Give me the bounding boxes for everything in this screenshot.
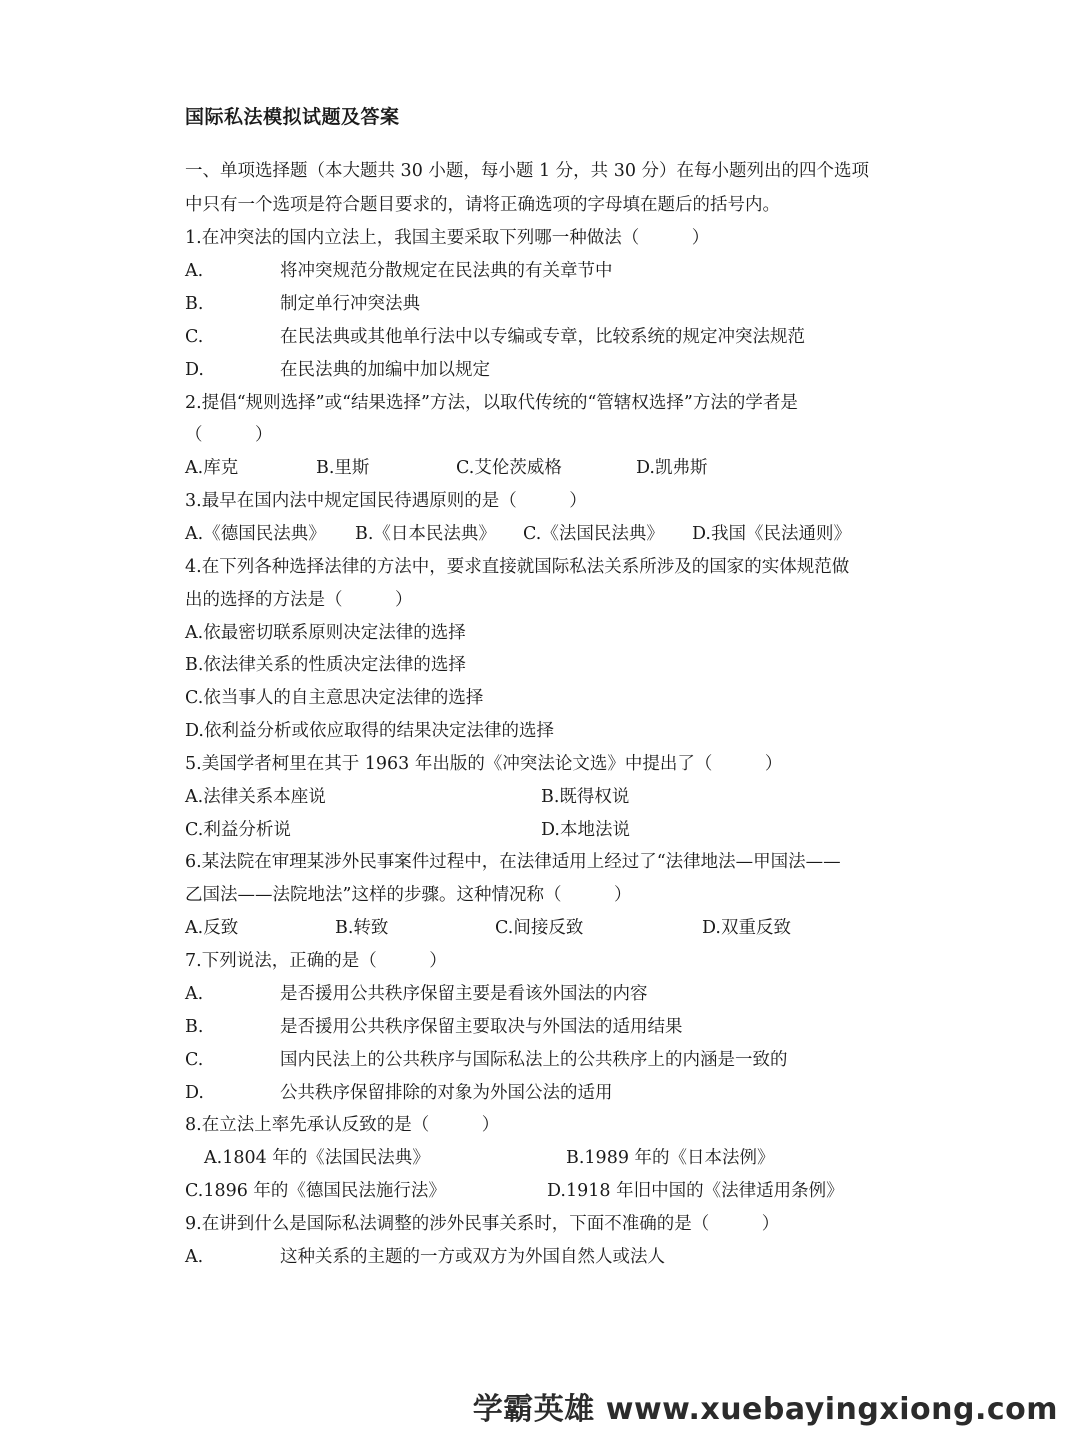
question-2-stem-line-2: （ ）: [185, 425, 273, 445]
q9-option-a-text: 这种关系的主题的一方或双方为外国自然人或法人: [280, 1247, 665, 1267]
q2-option-c: C.艾伦茨威格: [456, 458, 562, 478]
q4-option-a: A.依最密切联系原则决定法律的选择: [185, 623, 466, 643]
site-watermark: 学霸英雄 www.xuebayingxiong.com: [472, 1392, 1058, 1427]
q3-option-c: C.《法国民法典》: [523, 524, 664, 544]
q5-option-a: A.法律关系本座说: [185, 787, 326, 807]
section-intro-line-2: 中只有一个选项是符合题目要求的，请将正确选项的字母填在题后的括号内。: [185, 195, 780, 215]
q6-option-a: A.反致: [185, 918, 239, 938]
section-intro-line-1: 一、单项选择题（本大题共 30 小题，每小题 1 分，共 30 分）在每小题列出的四个选项: [185, 161, 870, 181]
q7-option-d-text: 公共秩序保留排除的对象为外国公法的适用: [280, 1083, 613, 1103]
question-9-stem: 9.在讲到什么是国际私法调整的涉外民事关系时，下面不准确的是（ ）: [185, 1214, 780, 1234]
q6-option-c: C.间接反致: [495, 918, 584, 938]
q8-option-b: B.1989 年的《日本法例》: [566, 1148, 775, 1168]
q3-option-b: B.《日本民法典》: [355, 524, 496, 544]
q7-option-b-letter: B.: [185, 1017, 204, 1037]
question-7-stem: 7.下列说法，正确的是（ ）: [185, 951, 447, 971]
q8-option-a: A.1804 年的《法国民法典》: [204, 1148, 430, 1168]
question-1-stem: 1.在冲突法的国内立法上，我国主要采取下列哪一种做法（ ）: [185, 228, 710, 248]
q7-option-a-letter: A.: [185, 984, 204, 1004]
q1-option-b-text: 制定单行冲突法典: [280, 294, 420, 314]
q4-option-d: D.依利益分析或依应取得的结果决定法律的选择: [185, 721, 554, 741]
q7-option-c-text: 国内民法上的公共秩序与国际私法上的公共秩序上的内涵是一致的: [280, 1050, 788, 1070]
q1-option-d-letter: D.: [185, 360, 204, 380]
question-2-stem-line-1: 2.提倡“规则选择”或“结果选择”方法，以取代传统的“管辖权选择”方法的学者是: [185, 393, 798, 413]
q6-option-d: D.双重反致: [702, 918, 791, 938]
q5-option-c: C.利益分析说: [185, 820, 291, 840]
question-6-stem-line-2: 乙国法——法院地法”这样的步骤。这种情况称（ ）: [185, 885, 632, 905]
q7-option-d-letter: D.: [185, 1083, 204, 1103]
question-4-stem-line-1: 4.在下列各种选择法律的方法中，要求直接就国际私法关系所涉及的国家的实体规范做: [185, 557, 850, 577]
q6-option-b: B.转致: [335, 918, 389, 938]
q1-option-c-letter: C.: [185, 327, 204, 347]
q1-option-b-letter: B.: [185, 294, 204, 314]
q1-option-a-letter: A.: [185, 261, 204, 281]
document-title: 国际私法模拟试题及答案: [185, 106, 400, 128]
q1-option-c-text: 在民法典或其他单行法中以专编或专章，比较系统的规定冲突法规范: [280, 327, 805, 347]
q2-option-a: A.库克: [185, 458, 239, 478]
q1-option-d-text: 在民法典的加编中加以规定: [280, 360, 490, 380]
q3-option-d: D.我国《民法通则》: [692, 524, 851, 544]
question-4-stem-line-2: 出的选择的方法是（ ）: [185, 590, 413, 610]
question-5-stem: 5.美国学者柯里在其于 1963 年出版的《冲突法论文选》中提出了（ ）: [185, 754, 783, 774]
q2-option-d: D.凯弗斯: [636, 458, 708, 478]
q3-option-a: A.《德国民法典》: [185, 524, 326, 544]
q7-option-b-text: 是否援用公共秩序保留主要取决与外国法的适用结果: [280, 1017, 683, 1037]
question-6-stem-line-1: 6.某法院在审理某涉外民事案件过程中，在法律适用上经过了“法律地法—甲国法——: [185, 852, 841, 872]
q5-option-b: B.既得权说: [541, 787, 630, 807]
q7-option-c-letter: C.: [185, 1050, 204, 1070]
question-3-stem: 3.最早在国内法中规定国民待遇原则的是（ ）: [185, 491, 587, 511]
q9-option-a-letter: A.: [185, 1247, 204, 1267]
question-8-stem: 8.在立法上率先承认反致的是（ ）: [185, 1115, 500, 1135]
q7-option-a-text: 是否援用公共秩序保留主要是看该外国法的内容: [280, 984, 648, 1004]
q2-option-b: B.里斯: [316, 458, 370, 478]
q8-option-d: D.1918 年旧中国的《法律适用条例》: [547, 1181, 844, 1201]
q4-option-b: B.依法律关系的性质决定法律的选择: [185, 655, 466, 675]
q5-option-d: D.本地法说: [541, 820, 630, 840]
q1-option-a-text: 将冲突规范分散规定在民法典的有关章节中: [280, 261, 613, 281]
q4-option-c: C.依当事人的自主意思决定法律的选择: [185, 688, 484, 708]
q8-option-c: C.1896 年的《德国民法施行法》: [185, 1181, 446, 1201]
